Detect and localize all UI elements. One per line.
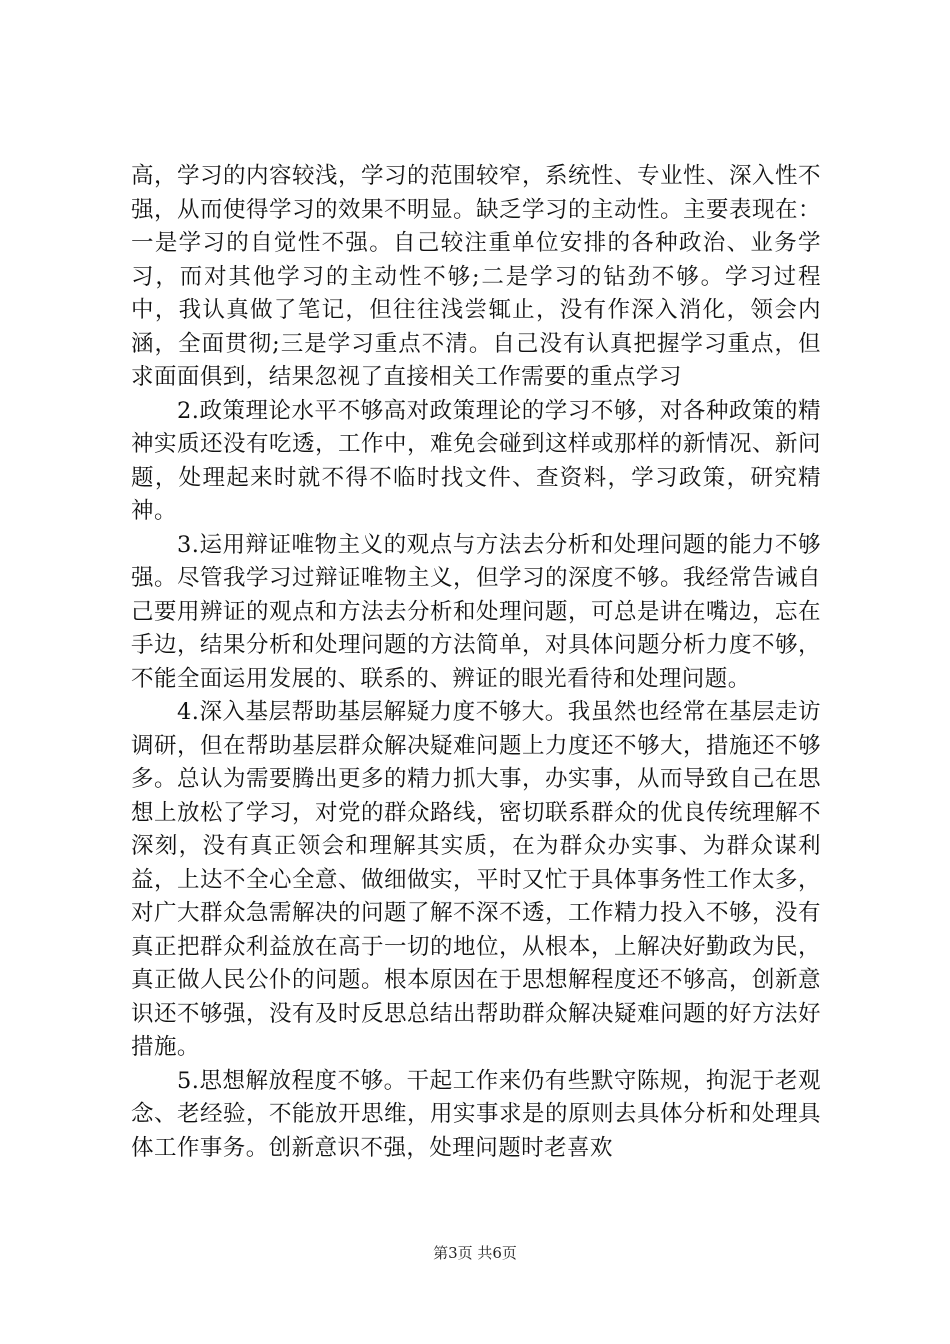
- page-footer: 第3页 共6页: [433, 1244, 517, 1262]
- document-body: [131, 160, 821, 1165]
- paragraph-item-4: 4.深入基层帮助基层解疑力度不够大。我虽然也经常在基层走访调研，但在帮助基层群众解决疑难问题上力度还不够大，措施还不够多。总认为需要腾出更多的精力抓大事，办实事，从而导致自己在思想上放松了学习，对党的群众路线，密切联系群众的优良传统理解不深刻，没有真正领会和理解其实质，在为群众办实事、为群众谋利益，上达不全心全意、做细做实，平时又忙于具体事务性工作太多，对广大群众急需解决的问题了解不深不透，工作精力投入不够，没有真正把群众利益放在高于一切的地位，从根本，上解决好勤政为民，真正做人民公仆的问题。根本原因在于思想解程度还不够高，创新意识还不够强，没有及时反思总结出帮助群众解决疑难问题的好方法好措施。: [131, 699, 821, 1060]
- paragraph-item-2: 2.政策理论水平不够高对政策理论的学习不够，对各种政策的精神实质还没有吃透，工作中，难免会碰到这样或那样的新情况、新问题，处理起来时就不得不临时找文件、查资料，学习政策，研究精神。: [131, 397, 821, 524]
- paragraph-item-3: 3.运用辩证唯物主义的观点与方法去分析和处理问题的能力不够强。尽管我学习过辩证唯物主义，但学习的深度不够。我经常告诫自己要用辨证的观点和方法去分析和处理问题，可总是讲在嘴边，忘在手边，结果分析和处理问题的方法简单，对具体问题分析力度不够，不能全面运用发展的、联系的、辨证的眼光看待和处理问题。: [131, 531, 821, 692]
- paragraph-item-5: 5.思想解放程度不够。干起工作来仍有些默守陈规，拘泥于老观念、老经验，不能放开思维，用实事求是的原则去具体分析和处理具体工作事务。创新意识不强，处理问题时老喜欢: [131, 1067, 821, 1161]
- paragraph-continuation: 高，学习的内容较浅，学习的范围较窄，系统性、专业性、深入性不强，从而使得学习的效果不明显。缺乏学习的主动性。主要表现在：一是学习的自觉性不强。自己较注重单位安排的各种政治、业务学习，而对其他学习的主动性不够;二是学习的钻劲不够。学习过程中，我认真做了笔记，但往往浅尝辄止，没有作深入消化，领会内涵，全面贯彻;三是学习重点不清。自己没有认真把握学习重点，但求面面俱到，结果忽视了直接相关工作需要的重点学习: [131, 163, 821, 390]
